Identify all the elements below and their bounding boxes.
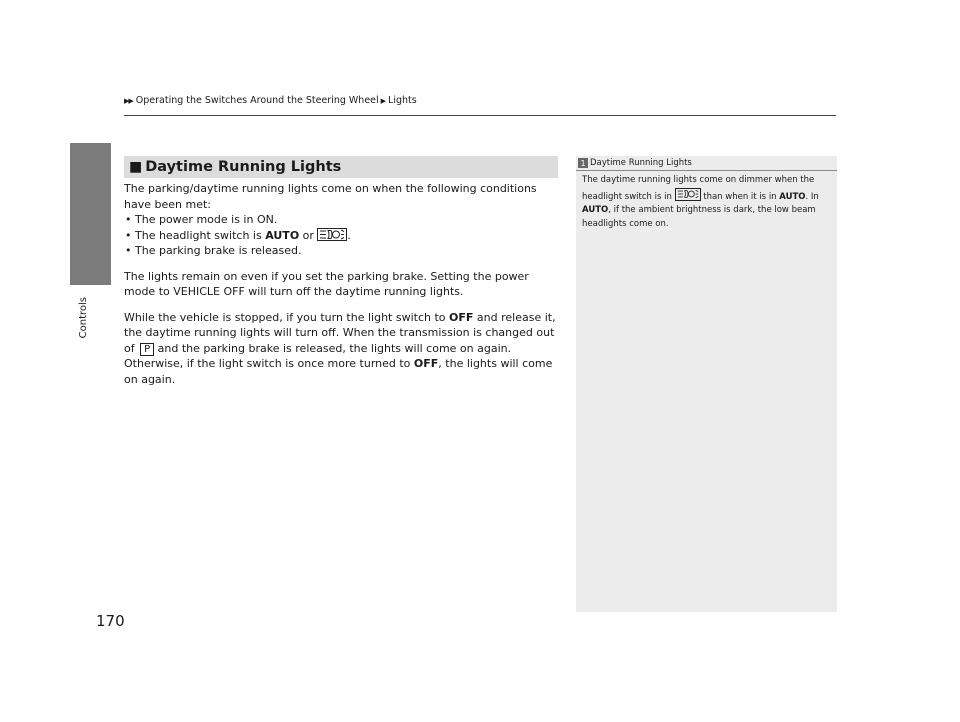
arrow-icon: ▶ — [380, 96, 387, 105]
sidebar-text-segment: than when it is in — [700, 191, 780, 202]
paragraph-text: and release it, the daytime running lights will turn off. When the transmission is changed out of — [124, 310, 556, 355]
auto-label: AUTO — [779, 191, 806, 202]
double-arrow-icon: ▶▶ — [124, 96, 133, 105]
bullet-text: . — [347, 228, 351, 242]
svg-text:1: 1 — [580, 159, 586, 168]
list-item — [124, 228, 558, 244]
headlight-icon — [317, 228, 347, 241]
paragraph-text: and the parking brake is released, the lights will come on again. Otherwise, if the light switch is once more turned to — [124, 341, 512, 370]
sidebar-note — [576, 156, 837, 612]
bullet-text: The power mode is in ON. — [135, 213, 278, 226]
sidebar-text — [582, 174, 828, 231]
paragraph-light-switch — [124, 310, 558, 388]
sidebar-title: Daytime Running Lights — [590, 158, 692, 168]
sidebar-text-segment: . In — [805, 191, 819, 202]
main-body — [124, 181, 558, 387]
bullet-text: The headlight switch is — [135, 228, 266, 242]
auto-label: AUTO — [265, 228, 300, 242]
sidebar-paragraph — [582, 174, 828, 231]
breadcrumb-item-lights: Lights — [388, 95, 417, 106]
paragraph-text: While the vehicle is stopped, if you turn the light switch to — [124, 310, 450, 324]
sidebar-text-segment: , if the ambient brightness is dark, the low beam headlights come on. — [582, 205, 816, 229]
paragraph-text: , the lights will come on again. — [124, 357, 553, 386]
conditions-list — [124, 212, 558, 259]
sidebar-text-segment: The daytime running lights come on dimmer when the headlight switch is in — [582, 175, 815, 202]
side-tab-label: Controls — [78, 297, 89, 339]
breadcrumb — [124, 95, 417, 106]
auto-label: AUTO — [582, 205, 609, 215]
header-rule — [124, 115, 836, 116]
list-item — [124, 212, 558, 228]
off-label: OFF — [413, 357, 439, 370]
list-item — [124, 243, 558, 259]
paragraph-parking-brake: The lights remain on even if you set the parking brake. Setting the power mode to VEHICLE OFF will turn off the daytime running lights. — [124, 269, 529, 298]
breadcrumb-item-switches: Operating the Switches Around the Steering Wheel — [135, 95, 379, 106]
black-square-icon: ■ — [129, 159, 143, 175]
off-label: OFF — [449, 310, 474, 324]
page-number: 170 — [96, 612, 125, 630]
headlight-icon — [675, 188, 701, 201]
intro-paragraph: The parking/daytime running lights come on when the following conditions have been met: — [124, 182, 537, 211]
sidebar-header — [576, 156, 837, 171]
park-key-icon: P — [140, 343, 154, 356]
bullet-text: The parking brake is released. — [135, 244, 302, 257]
section-header — [124, 156, 558, 178]
bullet-text: or — [299, 228, 318, 242]
side-tab — [70, 143, 111, 285]
section-title: Daytime Running Lights — [145, 159, 342, 175]
reference-number-icon — [578, 158, 588, 168]
